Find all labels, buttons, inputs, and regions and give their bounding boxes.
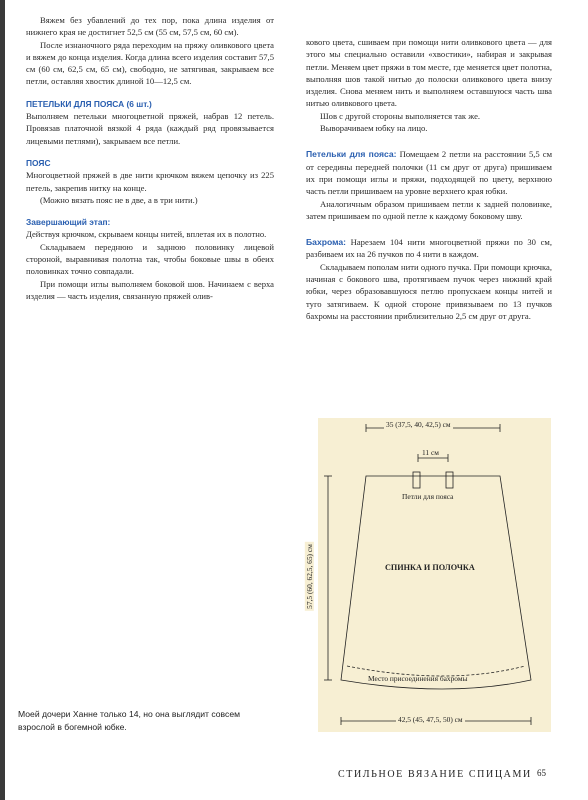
paragraph: Аналогичным образом пришиваем петли к задней половинке, затем пришиваем по одной петле к каждому боковому шву. — [306, 198, 552, 221]
footer-title: СТИЛЬНОЕ ВЯЗАНИЕ СПИЦАМИ — [338, 769, 532, 780]
loop-gap-label: 11 см — [422, 448, 439, 457]
paragraph-text: Помещаем 2 петли на расстоянии 5,5 см от середины передней полочки (11 см друг от друга) пришиваем их при помощи иглы и пряжи, подходящей по цвету, верхнюю часть петли пришиваем на уровне верхнего края юбки. — [306, 149, 553, 197]
paragraph: Действуя крючком, скрываем концы нитей, вплетая их в полотно. — [26, 229, 267, 240]
photo-caption: Моей дочери Ханне только 14, но она выглядит совсем взрослой в богемной юбке. — [18, 709, 241, 732]
paragraph: кового цвета, сшиваем при помощи нити оливкового цвета — для этого мы специально оставили «хвостики», набирая и закрывая петли. Меняем цвет пряжи в том месте, где меняется цвет полотна, выполняя шов такой нитью до полоски оливкового цвета внизу изделия. Снова меняем нить и выполняем оставшуюся часть шва нитью оливкового цвета. — [306, 37, 552, 109]
paragraph: Выполняем петельки многоцветной пряжей, набрав 12 петель. Провязав платочной вязкой 4 ряда (каждый ряд провязывается лицевыми петлями), закрываем все петли. — [26, 111, 274, 146]
fringe-label: Место присоединения бахромы — [368, 674, 468, 683]
section-heading-belt: ПОЯС — [26, 157, 51, 168]
paragraph: Шов с другой стороны выполняется так же. — [320, 110, 481, 121]
top-width-label: 35 (37,5, 40, 42,5) см — [386, 420, 451, 429]
paragraph: Вяжем без убавлений до тех пор, пока длина изделия от нижнего края не достигнет 52,5 см (55 см, 57,5 см, 60 см). — [26, 15, 274, 38]
page-number: 65 — [537, 768, 546, 778]
loops-label: Петли для пояса — [402, 492, 454, 501]
bottom-width-label: 42,5 (45, 47,5, 50) см — [398, 715, 463, 724]
skirt-outline — [341, 476, 531, 689]
inline-heading-loops: Петельки для пояса: — [306, 149, 397, 160]
page-spine-shadow — [0, 0, 5, 800]
height-label: 57,5 (60, 62,5, 65) см — [304, 544, 314, 609]
paragraph-loops — [306, 148, 552, 197]
section-heading-final: Завершающий этап: — [26, 217, 111, 228]
piece-label: СПИНКА И ПОЛОЧКА — [385, 563, 475, 572]
paragraph: Выворачиваем юбку на лицо. — [320, 123, 428, 134]
paragraph: При помощи иглы выполняем боковой шов. Начинаем с верха изделия — часть изделия, связанную пряжей олив- — [26, 278, 274, 301]
paragraph: (Можно вязать пояс не в две, а в три нити.) — [40, 194, 198, 205]
paragraph: После изнаночного ряда переходим на пряжу оливкового цвета и вяжем до конца изделия. Когда длина всего изделия составит 57,5 см (60 см, 62,5 см, 65 см), свободно, не затягивая, закрываем все петли, оставляя хвостик длиной 10—12,5 см. — [26, 39, 274, 87]
skirt-schematic — [304, 418, 551, 732]
section-heading-loops: ПЕТЕЛЬКИ ДЛЯ ПОЯСА (6 шт.) — [26, 98, 152, 109]
belt-loop-right — [446, 472, 453, 488]
paragraph: Многоцветной пряжей в две нити крючком вяжем цепочку из 225 петель, закрепив нитку на конце. — [26, 170, 274, 193]
belt-loop-left — [413, 472, 420, 488]
paragraph: Складываем переднюю и заднюю половинку лицевой стороной, выравнивая полотна так, чтобы боковые швы в обеих половинках точно совпадали. — [26, 241, 274, 277]
right-column — [306, 36, 552, 322]
schematic-drawing — [318, 418, 551, 732]
paragraph: Складываем пополам нити одного пучка. При помощи крючка, начиная с бокового шва, протягиваем пучок через нижний край юбки, через образовавшуюся петлю пропускаем концы нитей и туго затягиваем. К одной стороне привязываем по 13 пучков бахромы на расстоянии приблизительно 2,5 см друг от друга. — [306, 261, 552, 321]
paragraph-fringe — [306, 236, 552, 261]
inline-heading-fringe: Бахрома: — [306, 237, 347, 248]
paragraph-text: Нарезаем 104 нити многоцветной пряжи по 30 см, разбиваем их на 26 пучков по 4 нити в каждом. — [306, 237, 552, 260]
left-column — [26, 14, 274, 302]
